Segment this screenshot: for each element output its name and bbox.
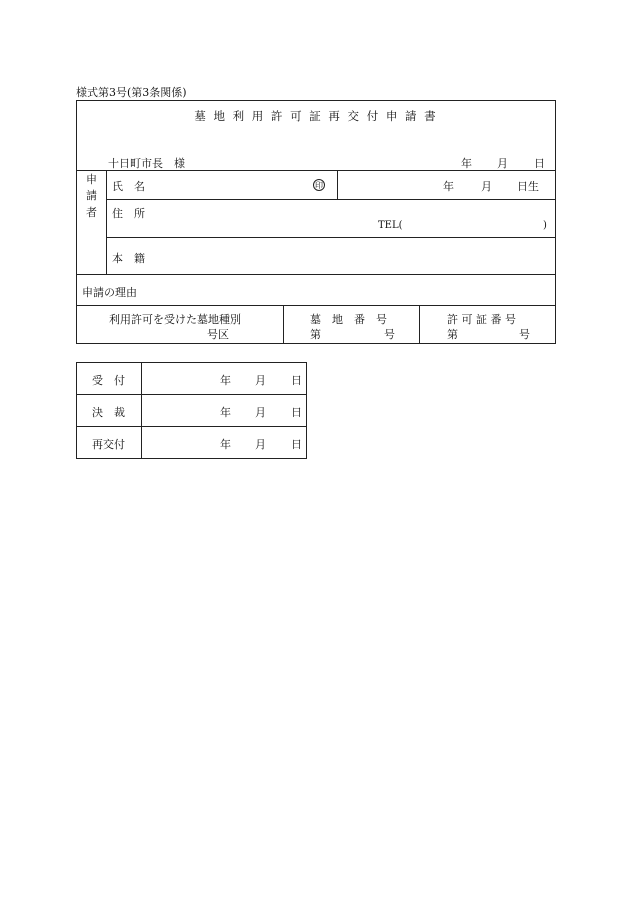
permit-number-prefix: 第 [447, 328, 458, 341]
name-label: 氏 名 [112, 180, 145, 193]
seal-mark: 印 [315, 181, 323, 190]
permit-number-suffix: 号 [519, 328, 530, 341]
grave-column-divider [419, 305, 420, 344]
table-row-month: 月 [255, 374, 266, 387]
table-row-divider [76, 426, 307, 427]
row-divider [76, 274, 556, 275]
applicant-column-divider [106, 170, 107, 274]
table-row-day: 日 [291, 438, 302, 451]
form-title: 墓 地 利 用 許 可 証 再 交 付 申 請 書 [194, 109, 438, 123]
table-row-year: 年 [220, 374, 231, 387]
grave-number-suffix: 号 [384, 328, 395, 341]
form-label: 様式第3号(第3条関係) [76, 86, 187, 99]
row-divider [106, 199, 556, 200]
grave-number-label: 墓 地 番 号 [310, 313, 387, 326]
date-month-label: 月 [497, 157, 508, 170]
date-year-label: 年 [461, 157, 472, 170]
table-row-day: 日 [291, 406, 302, 419]
table-row-label: 再交付 [92, 438, 125, 451]
table-row-divider [76, 394, 307, 395]
table-row-day: 日 [291, 374, 302, 387]
table-row-year: 年 [220, 438, 231, 451]
permit-number-label: 許 可 証 番 号 [447, 313, 516, 326]
applicant-label-2: 請 [86, 189, 97, 202]
table-row-month: 月 [255, 406, 266, 419]
table-row-year: 年 [220, 406, 231, 419]
tel-prefix: TEL( [378, 220, 403, 231]
applicant-label-3: 者 [86, 206, 97, 219]
table-row-month: 月 [255, 438, 266, 451]
table-row-label: 受 付 [92, 374, 125, 387]
table-row-label: 決 裁 [92, 406, 125, 419]
address-label: 住 所 [112, 207, 145, 220]
grave-type-label: 利用許可を受けた墓地種別 [109, 313, 241, 326]
addressee: 十日町市長 様 [108, 157, 185, 170]
birth-year-label: 年 [443, 180, 454, 193]
name-birth-divider [337, 170, 338, 199]
domicile-label: 本 籍 [112, 252, 145, 265]
tel-suffix: ) [543, 220, 547, 231]
grave-number-prefix: 第 [310, 328, 321, 341]
reason-label: 申請の理由 [82, 286, 137, 299]
row-divider [76, 305, 556, 306]
birth-day-label: 日生 [517, 180, 539, 193]
table-column-divider [141, 362, 142, 459]
date-day-label: 日 [534, 157, 545, 170]
row-divider [106, 237, 556, 238]
application-form [76, 100, 556, 344]
grave-column-divider [283, 305, 284, 344]
row-divider [76, 170, 556, 171]
birth-month-label: 月 [481, 180, 492, 193]
grave-type-suffix: 号区 [207, 328, 229, 341]
applicant-label-1: 申 [86, 173, 97, 186]
